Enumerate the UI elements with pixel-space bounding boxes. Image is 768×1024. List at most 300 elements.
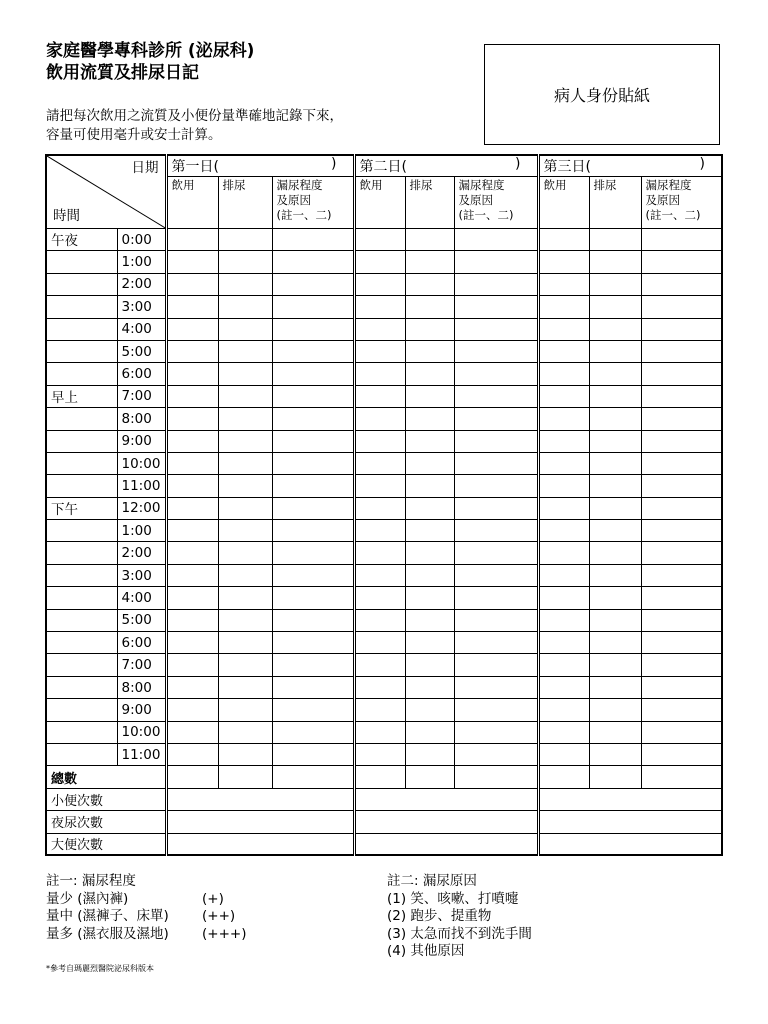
void-entry-cell[interactable]: [589, 452, 641, 474]
void-entry-cell[interactable]: [218, 251, 272, 273]
drink-entry-cell[interactable]: [538, 699, 589, 721]
time-cell: 8:00: [117, 676, 166, 698]
summary-entry-cell[interactable]: [166, 811, 354, 833]
drink-entry-cell[interactable]: [538, 475, 589, 497]
drink-entry-cell[interactable]: [166, 408, 218, 430]
leak-entry-cell[interactable]: [454, 430, 538, 452]
leak-entry-cell[interactable]: [454, 587, 538, 609]
title-line-2: 飲用流質及排尿日記: [46, 63, 199, 83]
leak-entry-cell[interactable]: [641, 654, 722, 676]
void-entry-cell[interactable]: [589, 296, 641, 318]
drink-entry-cell[interactable]: [538, 340, 589, 362]
period-cell: [46, 609, 117, 631]
void-entry-cell[interactable]: [218, 699, 272, 721]
drink-entry-cell[interactable]: [166, 340, 218, 362]
drink-entry-cell[interactable]: [166, 385, 218, 407]
note-2-item: (4) 其他原因: [387, 943, 465, 959]
drink-entry-cell[interactable]: [538, 318, 589, 340]
period-cell: [46, 632, 117, 654]
time-cell: 6:00: [117, 363, 166, 385]
drink-entry-cell[interactable]: [538, 542, 589, 564]
void-entry-cell[interactable]: [589, 340, 641, 362]
drink-entry-cell[interactable]: [354, 564, 405, 586]
drink-entry-cell[interactable]: [538, 564, 589, 586]
total-void-cell[interactable]: [218, 766, 272, 788]
void-entry-cell[interactable]: [589, 363, 641, 385]
leak-entry-cell[interactable]: [454, 564, 538, 586]
drink-entry-cell[interactable]: [354, 743, 405, 765]
void-entry-cell[interactable]: [218, 587, 272, 609]
drink-entry-cell[interactable]: [538, 743, 589, 765]
summary-label: 大便次數: [46, 833, 166, 855]
summary-entry-cell[interactable]: [354, 811, 538, 833]
total-drink-cell[interactable]: [354, 766, 405, 788]
table-row: [46, 229, 722, 251]
void-entry-cell[interactable]: [218, 296, 272, 318]
void-entry-cell[interactable]: [589, 520, 641, 542]
void-entry-cell[interactable]: [405, 229, 454, 251]
leak-entry-cell[interactable]: [641, 632, 722, 654]
void-entry-cell[interactable]: [218, 452, 272, 474]
leak-entry-cell[interactable]: [454, 273, 538, 295]
table-row: [46, 430, 722, 452]
void-entry-cell[interactable]: [589, 587, 641, 609]
void-entry-cell[interactable]: [589, 229, 641, 251]
summary-label: 夜尿次數: [46, 811, 166, 833]
leak-entry-cell[interactable]: [272, 251, 354, 273]
leak-entry-cell[interactable]: [454, 408, 538, 430]
void-entry-cell[interactable]: [405, 296, 454, 318]
void-entry-cell[interactable]: [405, 273, 454, 295]
drink-entry-cell[interactable]: [538, 497, 589, 519]
void-entry-cell[interactable]: [218, 542, 272, 564]
col-drink-header: 飲用: [354, 177, 405, 229]
void-entry-cell[interactable]: [218, 229, 272, 251]
leak-entry-cell[interactable]: [272, 273, 354, 295]
drink-entry-cell[interactable]: [354, 587, 405, 609]
period-cell: [46, 296, 117, 318]
drink-entry-cell[interactable]: [166, 743, 218, 765]
void-entry-cell[interactable]: [218, 721, 272, 743]
void-entry-cell[interactable]: [589, 497, 641, 519]
summary-entry-cell[interactable]: [538, 833, 722, 855]
leak-entry-cell[interactable]: [641, 251, 722, 273]
time-cell: 2:00: [117, 542, 166, 564]
void-entry-cell[interactable]: [589, 385, 641, 407]
leak-entry-cell[interactable]: [272, 587, 354, 609]
table-row: [46, 363, 722, 385]
drink-entry-cell[interactable]: [166, 654, 218, 676]
void-entry-cell[interactable]: [589, 743, 641, 765]
note-1-item: 量中 (濕褲子、床單) (++): [46, 908, 236, 924]
leak-entry-cell[interactable]: [272, 318, 354, 340]
leak-entry-cell[interactable]: [454, 229, 538, 251]
period-cell: [46, 542, 117, 564]
leak-header-line: (註一、二): [458, 208, 514, 222]
leak-entry-cell[interactable]: [272, 564, 354, 586]
period-cell: [46, 363, 117, 385]
leak-entry-cell[interactable]: [272, 408, 354, 430]
col-void-header: 排尿: [589, 177, 641, 229]
void-entry-cell[interactable]: [405, 363, 454, 385]
drink-entry-cell[interactable]: [354, 520, 405, 542]
drink-entry-cell[interactable]: [354, 699, 405, 721]
drink-entry-cell[interactable]: [354, 654, 405, 676]
leak-entry-cell[interactable]: [641, 609, 722, 631]
time-cell: 8:00: [117, 408, 166, 430]
void-entry-cell[interactable]: [218, 654, 272, 676]
void-entry-cell[interactable]: [218, 408, 272, 430]
leak-entry-cell[interactable]: [272, 475, 354, 497]
drink-entry-cell[interactable]: [354, 385, 405, 407]
col-leak-header: [454, 177, 538, 229]
leak-entry-cell[interactable]: [272, 542, 354, 564]
table-row: [46, 743, 722, 765]
drink-entry-cell[interactable]: [538, 385, 589, 407]
leak-entry-cell[interactable]: [641, 452, 722, 474]
time-cell: 9:00: [117, 430, 166, 452]
void-entry-cell[interactable]: [405, 251, 454, 273]
time-cell: 10:00: [117, 721, 166, 743]
drink-entry-cell[interactable]: [166, 229, 218, 251]
drink-entry-cell[interactable]: [538, 609, 589, 631]
leak-entry-cell[interactable]: [454, 520, 538, 542]
drink-entry-cell[interactable]: [538, 296, 589, 318]
leak-entry-cell[interactable]: [641, 520, 722, 542]
leak-entry-cell[interactable]: [641, 318, 722, 340]
time-cell: 9:00: [117, 699, 166, 721]
drink-entry-cell[interactable]: [538, 676, 589, 698]
void-entry-cell[interactable]: [405, 385, 454, 407]
note-1-item: 量少 (濕內褲) (+): [46, 890, 224, 907]
time-cell: 4:00: [117, 587, 166, 609]
drink-entry-cell[interactable]: [354, 497, 405, 519]
leak-entry-cell[interactable]: [641, 721, 722, 743]
table-row: [46, 542, 722, 564]
summary-label: 小便次數: [46, 788, 166, 810]
drink-entry-cell[interactable]: [538, 587, 589, 609]
drink-entry-cell[interactable]: [354, 340, 405, 362]
leak-entry-cell[interactable]: [641, 385, 722, 407]
leak-entry-cell[interactable]: [454, 385, 538, 407]
drink-entry-cell[interactable]: [354, 273, 405, 295]
voiding-diary-table: [45, 154, 723, 856]
leak-header-line: 漏尿程度: [458, 178, 505, 192]
void-entry-cell[interactable]: [405, 452, 454, 474]
leak-entry-cell[interactable]: [641, 564, 722, 586]
void-entry-cell[interactable]: [589, 318, 641, 340]
table-row: [46, 296, 722, 318]
drink-entry-cell[interactable]: [354, 363, 405, 385]
drink-entry-cell[interactable]: [354, 296, 405, 318]
day-label: 第一日(: [171, 159, 219, 175]
leak-entry-cell[interactable]: [454, 251, 538, 273]
void-entry-cell[interactable]: [405, 430, 454, 452]
total-drink-cell[interactable]: [538, 766, 589, 788]
drink-entry-cell[interactable]: [354, 609, 405, 631]
leak-entry-cell[interactable]: [272, 609, 354, 631]
drink-entry-cell[interactable]: [354, 676, 405, 698]
void-entry-cell[interactable]: [589, 654, 641, 676]
leak-entry-cell[interactable]: [272, 385, 354, 407]
drink-entry-cell[interactable]: [538, 654, 589, 676]
leak-entry-cell[interactable]: [641, 497, 722, 519]
summary-entry-cell[interactable]: [354, 833, 538, 855]
void-entry-cell[interactable]: [405, 340, 454, 362]
total-void-cell[interactable]: [405, 766, 454, 788]
void-entry-cell[interactable]: [218, 430, 272, 452]
void-entry-cell[interactable]: [589, 273, 641, 295]
void-entry-cell[interactable]: [405, 743, 454, 765]
void-entry-cell[interactable]: [405, 587, 454, 609]
leak-entry-cell[interactable]: [641, 408, 722, 430]
void-entry-cell[interactable]: [589, 721, 641, 743]
leak-entry-cell[interactable]: [454, 609, 538, 631]
period-cell: [46, 520, 117, 542]
summary-entry-cell[interactable]: [354, 788, 538, 810]
leak-entry-cell[interactable]: [272, 632, 354, 654]
table-row: [46, 340, 722, 362]
drink-entry-cell[interactable]: [166, 497, 218, 519]
leak-entry-cell[interactable]: [641, 699, 722, 721]
void-entry-cell[interactable]: [218, 340, 272, 362]
drink-entry-cell[interactable]: [166, 452, 218, 474]
leak-entry-cell[interactable]: [454, 497, 538, 519]
leak-entry-cell[interactable]: [272, 520, 354, 542]
leak-entry-cell[interactable]: [641, 542, 722, 564]
void-entry-cell[interactable]: [589, 542, 641, 564]
reference-note: *參考自瑪麗烈醫院泌尿科版本: [46, 964, 154, 973]
summary-entry-cell[interactable]: [166, 833, 354, 855]
summary-entry-cell[interactable]: [538, 811, 722, 833]
leak-entry-cell[interactable]: [641, 430, 722, 452]
drink-entry-cell[interactable]: [166, 721, 218, 743]
leak-entry-cell[interactable]: [454, 296, 538, 318]
leak-entry-cell[interactable]: [272, 497, 354, 519]
period-cell: 午夜: [46, 229, 117, 251]
void-entry-cell[interactable]: [405, 475, 454, 497]
leak-entry-cell[interactable]: [272, 430, 354, 452]
void-entry-cell[interactable]: [218, 385, 272, 407]
drink-entry-cell[interactable]: [354, 229, 405, 251]
void-entry-cell[interactable]: [589, 430, 641, 452]
void-entry-cell[interactable]: [218, 564, 272, 586]
period-cell: [46, 475, 117, 497]
leak-header-line: (註一、二): [645, 208, 701, 222]
drink-entry-cell[interactable]: [354, 452, 405, 474]
time-cell: 1:00: [117, 251, 166, 273]
drink-entry-cell[interactable]: [166, 564, 218, 586]
leak-entry-cell[interactable]: [454, 452, 538, 474]
void-entry-cell[interactable]: [589, 609, 641, 631]
leak-entry-cell[interactable]: [272, 229, 354, 251]
leak-entry-cell[interactable]: [272, 743, 354, 765]
time-cell: 5:00: [117, 609, 166, 631]
drink-entry-cell[interactable]: [166, 318, 218, 340]
table-row: [46, 587, 722, 609]
leak-entry-cell[interactable]: [272, 721, 354, 743]
instructions: [46, 107, 343, 145]
leak-entry-cell[interactable]: [641, 676, 722, 698]
total-leak-cell[interactable]: [454, 766, 538, 788]
day-close-paren: ): [515, 156, 521, 172]
void-entry-cell[interactable]: [218, 273, 272, 295]
document-title: [46, 40, 254, 84]
leak-entry-cell[interactable]: [272, 340, 354, 362]
void-entry-cell[interactable]: [405, 699, 454, 721]
leak-entry-cell[interactable]: [454, 363, 538, 385]
drink-entry-cell[interactable]: [166, 587, 218, 609]
drink-entry-cell[interactable]: [166, 699, 218, 721]
time-cell: 3:00: [117, 296, 166, 318]
period-cell: [46, 318, 117, 340]
time-cell: 4:00: [117, 318, 166, 340]
void-entry-cell[interactable]: [405, 542, 454, 564]
leak-entry-cell[interactable]: [454, 654, 538, 676]
void-entry-cell[interactable]: [218, 743, 272, 765]
drink-entry-cell[interactable]: [166, 363, 218, 385]
drink-entry-cell[interactable]: [166, 296, 218, 318]
leak-entry-cell[interactable]: [272, 296, 354, 318]
total-leak-cell[interactable]: [272, 766, 354, 788]
void-entry-cell[interactable]: [405, 318, 454, 340]
leak-entry-cell[interactable]: [454, 721, 538, 743]
total-leak-cell[interactable]: [641, 766, 722, 788]
drink-entry-cell[interactable]: [538, 363, 589, 385]
total-label: 總數: [46, 766, 166, 788]
void-entry-cell[interactable]: [405, 654, 454, 676]
void-entry-cell[interactable]: [405, 408, 454, 430]
drink-entry-cell[interactable]: [166, 475, 218, 497]
drink-entry-cell[interactable]: [354, 542, 405, 564]
col-leak-header: [272, 177, 354, 229]
drink-entry-cell[interactable]: [166, 251, 218, 273]
void-entry-cell[interactable]: [218, 363, 272, 385]
period-cell: [46, 340, 117, 362]
drink-entry-cell[interactable]: [538, 408, 589, 430]
void-entry-cell[interactable]: [405, 721, 454, 743]
void-entry-cell[interactable]: [405, 632, 454, 654]
void-entry-cell[interactable]: [218, 676, 272, 698]
col-void-header: 排尿: [218, 177, 272, 229]
void-entry-cell[interactable]: [218, 632, 272, 654]
leak-entry-cell[interactable]: [272, 676, 354, 698]
leak-entry-cell[interactable]: [454, 699, 538, 721]
drink-entry-cell[interactable]: [538, 520, 589, 542]
leak-entry-cell[interactable]: [641, 340, 722, 362]
summary-entry-cell[interactable]: [538, 788, 722, 810]
drink-entry-cell[interactable]: [354, 408, 405, 430]
void-entry-cell[interactable]: [218, 497, 272, 519]
drink-entry-cell[interactable]: [538, 632, 589, 654]
time-cell: 12:00: [117, 497, 166, 519]
drink-entry-cell[interactable]: [354, 475, 405, 497]
leak-entry-cell[interactable]: [454, 743, 538, 765]
leak-entry-cell[interactable]: [454, 475, 538, 497]
table-row: [46, 699, 722, 721]
period-cell: [46, 564, 117, 586]
leak-entry-cell[interactable]: [272, 699, 354, 721]
patient-sticker-box[interactable]: [484, 44, 720, 145]
drink-entry-cell[interactable]: [166, 542, 218, 564]
leak-entry-cell[interactable]: [641, 229, 722, 251]
void-entry-cell[interactable]: [589, 251, 641, 273]
leak-entry-cell[interactable]: [454, 542, 538, 564]
drink-entry-cell[interactable]: [166, 609, 218, 631]
col-drink-header: 飲用: [538, 177, 589, 229]
leak-entry-cell[interactable]: [454, 676, 538, 698]
void-entry-cell[interactable]: [589, 699, 641, 721]
void-entry-cell[interactable]: [589, 632, 641, 654]
col-drink-header: 飲用: [166, 177, 218, 229]
void-entry-cell[interactable]: [589, 676, 641, 698]
drink-entry-cell[interactable]: [538, 430, 589, 452]
void-entry-cell[interactable]: [405, 676, 454, 698]
void-entry-cell[interactable]: [589, 408, 641, 430]
period-cell: [46, 676, 117, 698]
drink-entry-cell[interactable]: [166, 632, 218, 654]
leak-entry-cell[interactable]: [454, 318, 538, 340]
drink-entry-cell[interactable]: [166, 430, 218, 452]
leak-entry-cell[interactable]: [454, 632, 538, 654]
summary-entry-cell[interactable]: [166, 788, 354, 810]
drink-entry-cell[interactable]: [538, 251, 589, 273]
leak-entry-cell[interactable]: [641, 363, 722, 385]
table-row: [46, 520, 722, 542]
void-entry-cell[interactable]: [589, 475, 641, 497]
drink-entry-cell[interactable]: [538, 721, 589, 743]
leak-entry-cell[interactable]: [641, 475, 722, 497]
drink-entry-cell[interactable]: [354, 632, 405, 654]
time-cell: 7:00: [117, 654, 166, 676]
leak-entry-cell[interactable]: [454, 340, 538, 362]
drink-entry-cell[interactable]: [354, 251, 405, 273]
void-entry-cell[interactable]: [218, 609, 272, 631]
period-cell: [46, 587, 117, 609]
date-label: 日期: [131, 160, 159, 176]
drink-entry-cell[interactable]: [538, 229, 589, 251]
leak-entry-cell[interactable]: [641, 273, 722, 295]
void-entry-cell[interactable]: [589, 564, 641, 586]
drink-entry-cell[interactable]: [354, 721, 405, 743]
total-void-cell[interactable]: [589, 766, 641, 788]
drink-entry-cell[interactable]: [166, 676, 218, 698]
day-label: 第三日(: [543, 159, 591, 175]
drink-entry-cell[interactable]: [354, 430, 405, 452]
leak-entry-cell[interactable]: [272, 654, 354, 676]
table-row: [46, 654, 722, 676]
void-entry-cell[interactable]: [218, 475, 272, 497]
void-entry-cell[interactable]: [405, 520, 454, 542]
drink-entry-cell[interactable]: [538, 273, 589, 295]
leak-entry-cell[interactable]: [641, 587, 722, 609]
leak-entry-cell[interactable]: [272, 363, 354, 385]
time-cell: 2:00: [117, 273, 166, 295]
void-entry-cell[interactable]: [405, 609, 454, 631]
drink-entry-cell[interactable]: [166, 520, 218, 542]
leak-entry-cell[interactable]: [272, 452, 354, 474]
void-entry-cell[interactable]: [218, 318, 272, 340]
void-entry-cell[interactable]: [405, 564, 454, 586]
leak-entry-cell[interactable]: [641, 743, 722, 765]
total-drink-cell[interactable]: [166, 766, 218, 788]
drink-entry-cell[interactable]: [354, 318, 405, 340]
void-entry-cell[interactable]: [405, 497, 454, 519]
drink-entry-cell[interactable]: [166, 273, 218, 295]
void-entry-cell[interactable]: [218, 520, 272, 542]
leak-entry-cell[interactable]: [641, 296, 722, 318]
drink-entry-cell[interactable]: [538, 452, 589, 474]
